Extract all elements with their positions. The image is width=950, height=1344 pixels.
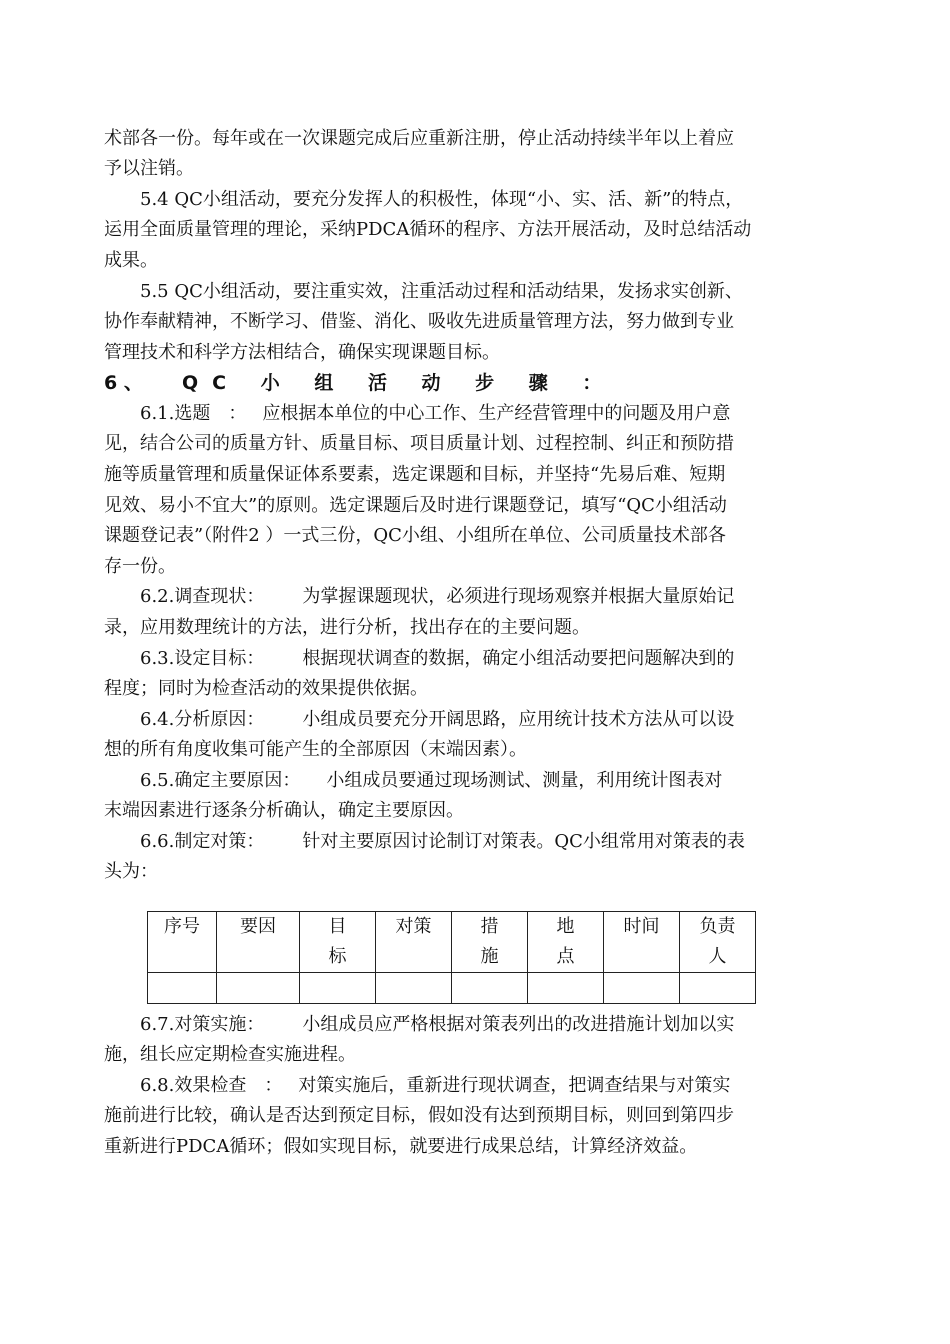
table-cell (376, 973, 452, 1004)
paragraph-line: 术部各一份。每年或在一次课题完成后应重新注册，停止活动持续半年以上着应 (104, 128, 734, 149)
table-row (148, 973, 756, 1004)
table-cell (217, 973, 300, 1004)
step-line (140, 402, 860, 426)
step-line: 见，结合公司的质量方针、质量目标、项目质量计划、过程控制、纠正和预防措 (104, 433, 734, 454)
step-line: 末端因素进行逐条分析确认，确定主要原因。 (104, 800, 464, 821)
table-header-cell: 对策 (376, 912, 452, 973)
paragraph-line: 予以注销。 (104, 158, 194, 179)
step-text: 根据现状调查的数据，确定小组活动要把问题解决到的 (302, 648, 735, 669)
paragraph-line: 成果。 (104, 250, 158, 271)
step-line: 程度；同时为检查活动的效果提供依据。 (104, 678, 428, 699)
countermeasure-table (147, 911, 756, 1004)
table-header-cell: 措 施 (452, 912, 528, 973)
step-text: 对策实施后，重新进行现状调查，把调查结果与对策实 (298, 1075, 731, 1096)
step-text: 小组成员应严格根据对策表列出的改进措施计划加以实 (302, 1014, 735, 1035)
table-cell (680, 973, 756, 1004)
section-heading (104, 371, 615, 395)
step-line (140, 647, 860, 671)
table-cell (300, 973, 376, 1004)
section-title: QC 小 组 活 动 步 骤 ： (182, 372, 616, 394)
step-label: 6.1.选题 ： (140, 403, 247, 424)
paragraph-line: 协作奉献精神，不断学习、借鉴、消化、吸收先进质量管理方法，努力做到专业 (104, 311, 734, 332)
step-line: 存一份。 (104, 556, 176, 577)
step-text: 针对主要原因讨论制订对策表。QC小组常用对策表的表 (302, 831, 745, 852)
table-cell (528, 973, 604, 1004)
step-label: 6.8.效果检查 ： (140, 1075, 283, 1096)
table-header-cell: 时间 (604, 912, 680, 973)
table-header-cell: 目 标 (300, 912, 376, 973)
table-header-row (148, 912, 756, 973)
paragraph-line: 5.5 QC小组活动，要注重实效，注重活动过程和活动结果，发扬求实创新、 (140, 281, 743, 302)
step-line: 课题登记表”（附件2 ）一式三份，QC小组、小组所在单位、公司质量技术部各 (104, 525, 726, 546)
step-label: 6.2.调查现状： (140, 586, 265, 607)
table-cell (452, 973, 528, 1004)
step-label: 6.5.确定主要原因： (140, 770, 301, 791)
section-number: 6 、 (104, 372, 143, 394)
paragraph-line: 5.4 QC小组活动，要充分发挥人的积极性，体现“小、实、活、新”的特点， (140, 189, 744, 210)
step-line (140, 585, 860, 609)
step-line (140, 1074, 860, 1098)
step-text: 小组成员要通过现场测试、测量，利用统计图表对 (326, 770, 723, 791)
step-label: 6.7.对策实施： (140, 1014, 265, 1035)
step-text: 为掌握课题现状，必须进行现场观察并根据大量原始记 (302, 586, 735, 607)
step-line: 施等质量管理和质量保证体系要素，选定课题和目标，并坚持“先易后难、短期 (104, 464, 726, 485)
step-line: 重新进行PDCA循环；假如实现目标，就要进行成果总结，计算经济效益。 (104, 1136, 698, 1157)
table-header-cell: 要因 (217, 912, 300, 973)
step-line: 想的所有角度收集可能产生的全部原因（末端因素）。 (104, 739, 527, 760)
table-header-cell: 负责 人 (680, 912, 756, 973)
paragraph-line: 管理技术和科学方法相结合，确保实现课题目标。 (104, 342, 500, 363)
step-line: 见效、易小不宜大”的原则。选定课题后及时进行课题登记，填写“QC小组活动 (104, 495, 727, 516)
step-text: 应根据本单位的中心工作、生产经营管理中的问题及用户意 (262, 403, 731, 424)
step-line: 录，应用数理统计的方法，进行分析，找出存在的主要问题。 (104, 617, 590, 638)
step-line: 施，组长应定期检查实施进程。 (104, 1044, 356, 1065)
table-cell (148, 973, 217, 1004)
table-cell (604, 973, 680, 1004)
step-line: 头为： (104, 861, 158, 882)
step-line (140, 830, 860, 854)
table-header-cell: 序号 (148, 912, 217, 973)
table-header-cell: 地 点 (528, 912, 604, 973)
step-line (140, 1013, 860, 1037)
step-line (140, 708, 860, 732)
step-label: 6.6.制定对策： (140, 831, 265, 852)
step-line (140, 769, 860, 793)
step-line: 施前进行比较，确认是否达到预定目标，假如没有达到预期目标，则回到第四步 (104, 1105, 734, 1126)
step-text: 小组成员要充分开阔思路，应用统计技术方法从可以设 (302, 709, 735, 730)
step-label: 6.4.分析原因： (140, 709, 265, 730)
step-label: 6.3.设定目标： (140, 648, 265, 669)
paragraph-line: 运用全面质量管理的理论，采纳PDCA循环的程序、方法开展活动，及时总结活动 (104, 219, 752, 240)
